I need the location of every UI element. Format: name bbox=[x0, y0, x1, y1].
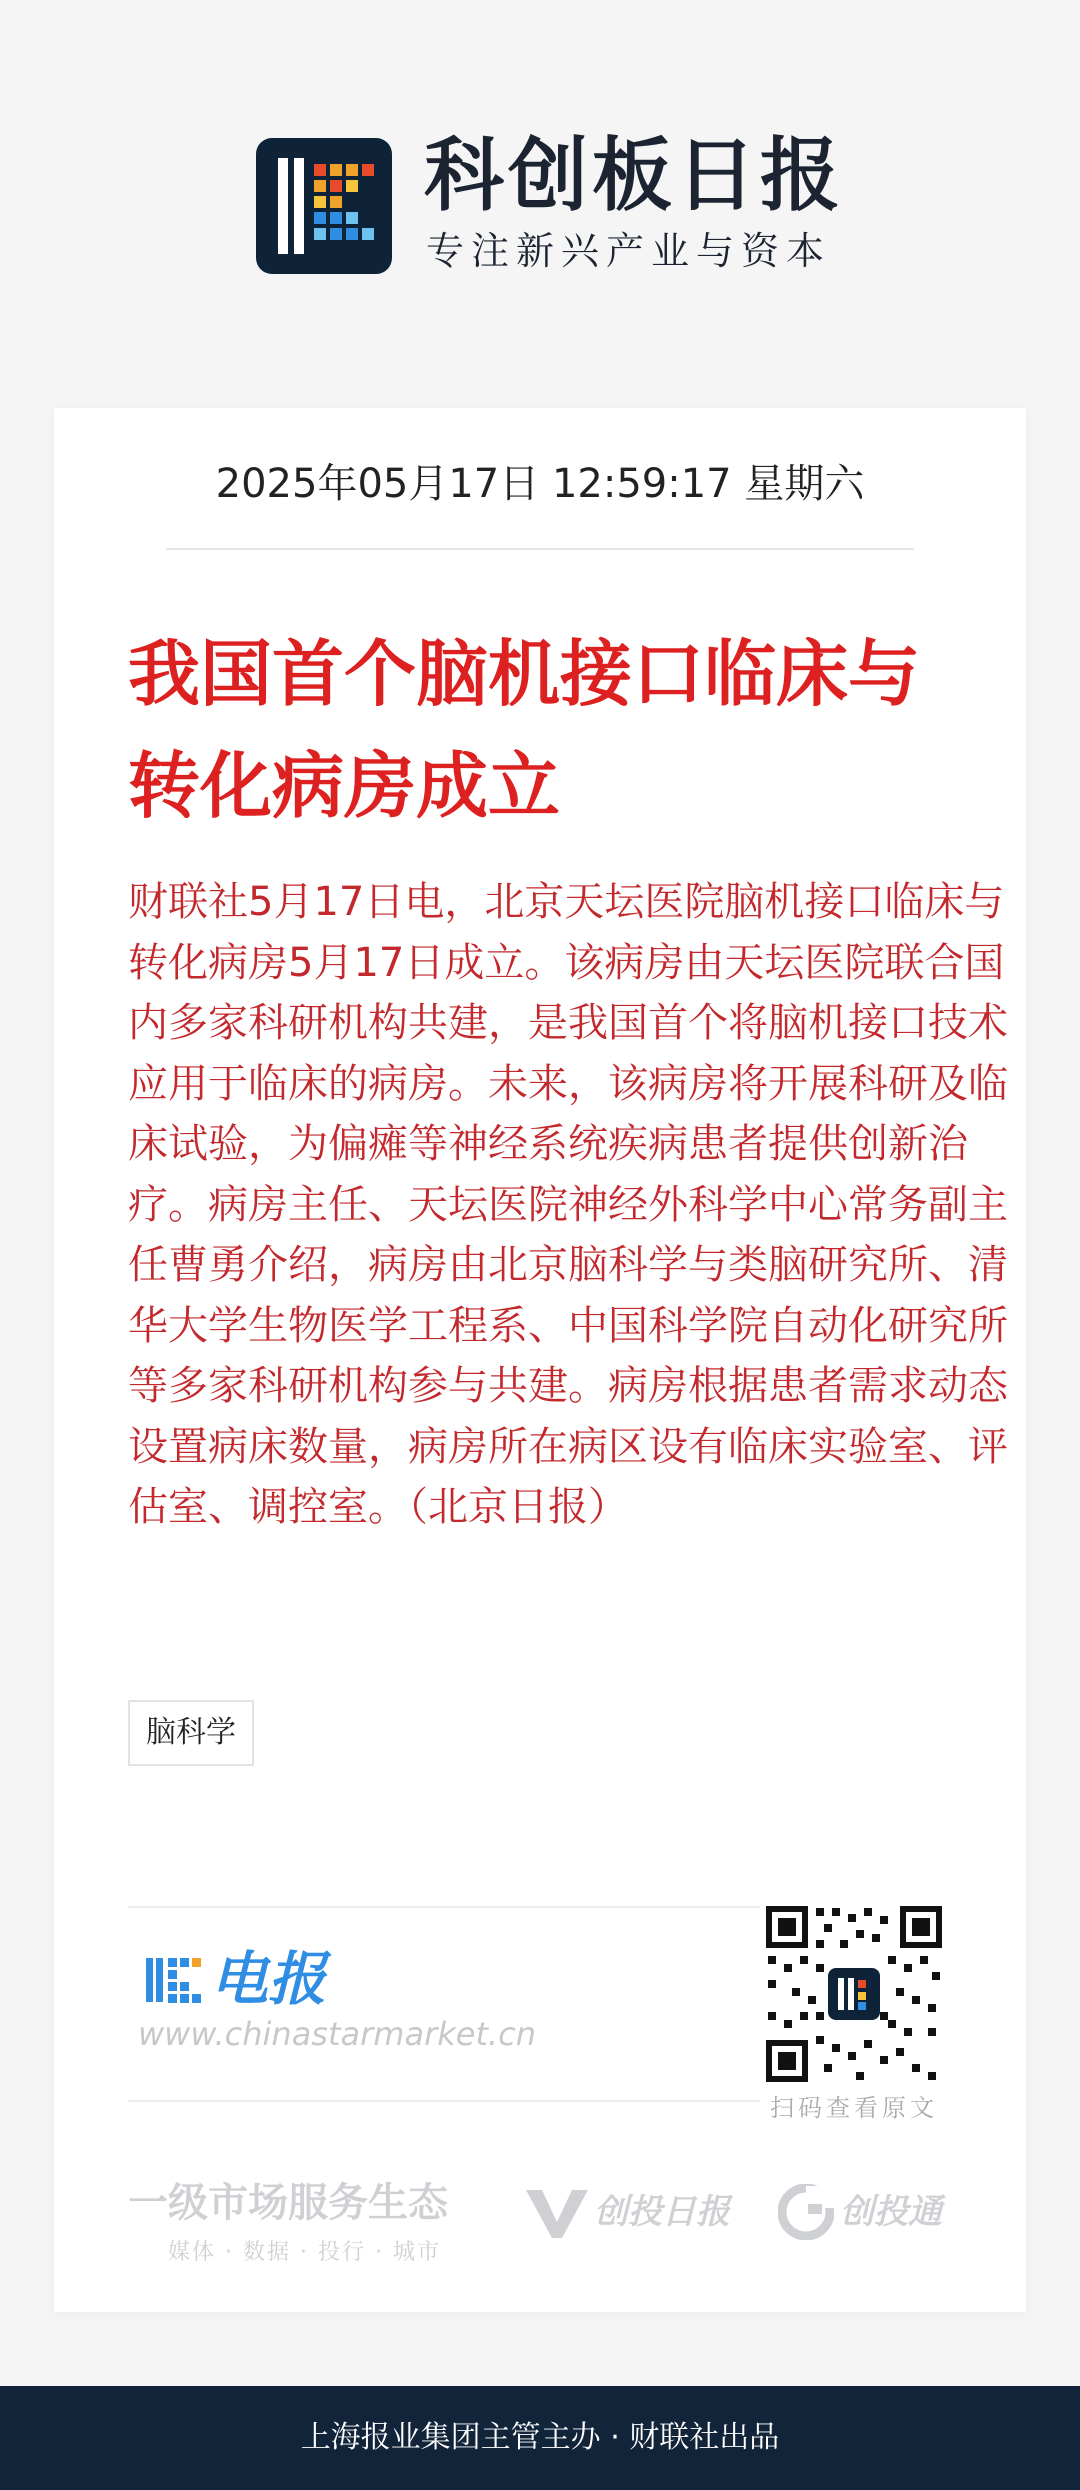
dianbao-label: 电报 bbox=[210, 1945, 327, 2013]
slogan: 一级市场服务生态 bbox=[128, 2180, 448, 2226]
article-datetime: 2025年05月17日 12:59:17 星期六 bbox=[215, 461, 865, 507]
dianbao-mark-icon bbox=[146, 1954, 204, 2006]
qr-caption: 扫码查看原文 bbox=[770, 2094, 938, 2122]
chuangtoutong-logo-icon bbox=[778, 2184, 834, 2240]
tag-chip[interactable]: 脑科学 bbox=[128, 1700, 254, 1766]
bottom-bar: 上海报业集团主管主办 · 财联社出品 bbox=[0, 2386, 1080, 2490]
slogan-subtitle: 媒体 · 数据 · 投行 · 城市 bbox=[168, 2240, 441, 2265]
divider bbox=[166, 548, 914, 550]
brand-logo bbox=[256, 138, 392, 274]
qr-code[interactable] bbox=[764, 1904, 944, 2084]
partner-chuangtou-ribao: 创投日报 bbox=[594, 2192, 730, 2232]
site-url: www.chinastarmarket.cn bbox=[138, 2015, 537, 2053]
v-logo-icon bbox=[524, 2186, 590, 2242]
article-card bbox=[54, 408, 1026, 2312]
brand-subtitle: 专注新兴产业与资本 bbox=[426, 229, 832, 273]
divider bbox=[128, 1906, 760, 1908]
article-headline: 我国首个脑机接口临床与转化病房成立 bbox=[128, 632, 921, 828]
brand-title: 科创板日报 bbox=[424, 129, 844, 222]
partner-chuangtoutong: 创投通 bbox=[840, 2192, 942, 2232]
page-header bbox=[0, 0, 1080, 410]
divider bbox=[128, 2100, 760, 2102]
article-body: 财联社5月17日电，北京天坛医院脑机接口临床与转化病房5月17日成立。该病房由天坛医院联合国内多家科研机构共建，是我国首个将脑机接口技术应用于临床的病房。未来，该病房将开展科研及临床试验，为偏瘫等神经系统疾病患者提供创新治疗。病房主任、天坛医院神经外科学中心常务副主任曹勇介绍，病房由北京脑科学与类脑研究所、清华大学生物医学工程系、中国科学院自动化研究所等多家科研机构参与共建。病房根据患者需求动态设置病床数量，病房所在病区设有临床实验室、评估室、调控室。（北京日报） bbox=[128, 879, 1008, 1530]
